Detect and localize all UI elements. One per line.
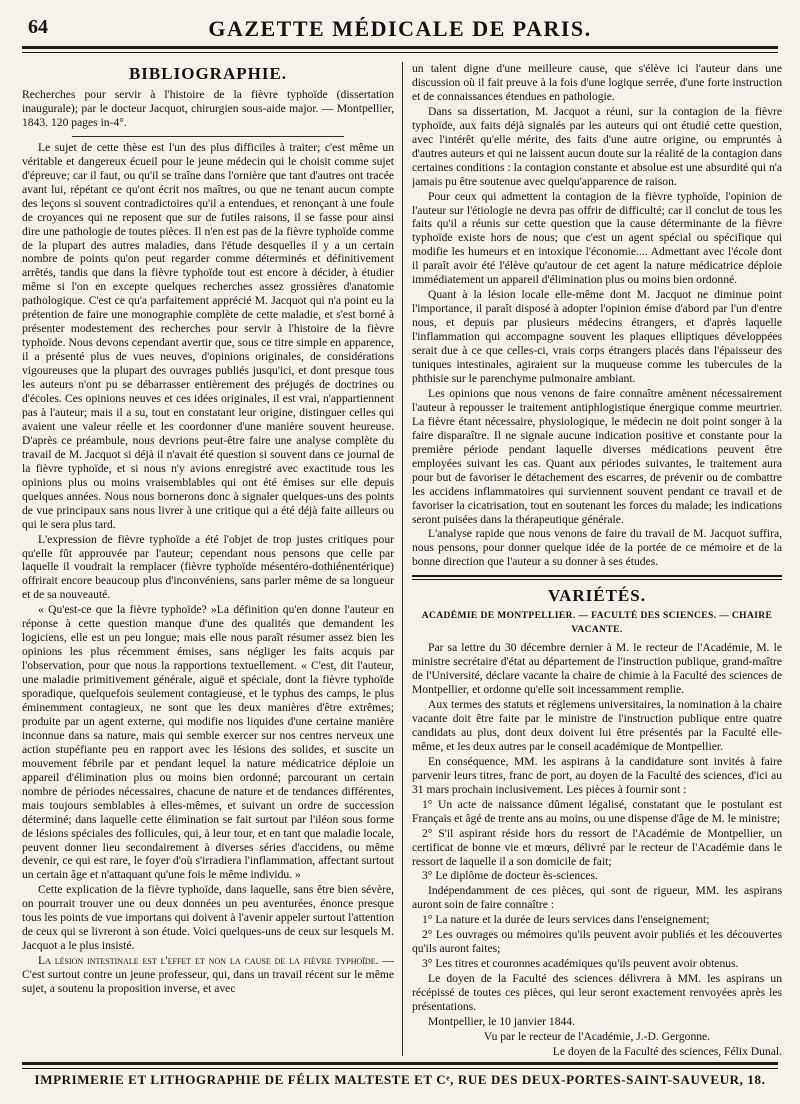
page-header	[22, 14, 778, 44]
section-heading-varietes: VARIÉTÉS.	[548, 586, 646, 606]
paragraph: Par sa lettre du 30 décembre dernier à M. le recteur de l'Académie, M. le ministre secrétaire d'état au département de l'instruction publique, grand-maître de l'Université, déclare vacante la chaire de chimie à la Faculté des sciences de Montpellier, et ordonne qu'elle soit incessamment remplie.	[412, 641, 782, 697]
paragraph: L'analyse rapide que nous venons de faire du travail de M. Jacquot suffira, nous pensons, pour donner quelque idée de la portée de ce mémoire et de la bonne direction que l'auteur a su donner à ses études.	[412, 527, 782, 569]
signature-doyen: Le doyen de la Faculté des sciences, Félix Dunal.	[552, 1044, 782, 1058]
paragraph: Aux termes des statuts et réglemens universitaires, la nomination à la chaire vacante doit être faite par le ministre de l'instruction publique entre quatre candidats au plus, dont deux doivent lui être présentés par la Faculté elle-même, et les deux autres par le conseil académique de Montpellier.	[412, 698, 782, 753]
book-reference: Recherches pour servir à l'histoire de la fièvre typhoïde (dissertation inaugurale); par le docteur Jacquot, chirurgien sous-aide major. — Montpellier, 1843. 120 pages in-4°.	[22, 88, 394, 129]
section-rule-thin	[412, 579, 782, 580]
list-item: 1° Un acte de naissance dûment légalisé, constatant que le postulant est Français et âgé de trente ans au moins, ou une dispense d'âge de M. le ministre;	[412, 797, 782, 825]
separator	[72, 136, 344, 137]
paragraph-lead: La lésion intestinale est l'effet et non la cause de la fièvre typhoïde.	[38, 954, 379, 968]
list-item: 2° S'il aspirant réside hors du ressort de l'Académie de Montpellier, un certificat de bonne vie et mœurs, délivré par le recteur de l'Académie dans le ressort de laquelle il a son domicile de fait;	[412, 826, 782, 868]
left-column	[22, 62, 394, 1058]
signature-recteur: Vu par le recteur de l'Académie, J.-D. Gergonne.	[483, 1029, 711, 1043]
article-subheading: ACADÉMIE DE MONTPELLIER. — FACULTÉ DES SCIENCES. — CHAIRE VACANTE.	[421, 611, 773, 636]
paragraph: Quant à la lésion locale elle-même dont M. Jacquot ne diminue point l'importance, il paraît disposé à adopter l'opinion émise d'abord par l'un d'entre nous, et depuis par plusieurs médecins étrangers, et d'après laquelle l'inflammation qui accompagne souvent les plaques elliptiques développées serait due à ce que celles-ci, vrais corps étrangers placés dans l'épaisseur des tuniques intestinales, agiraient sur la muqueuse comme les tubercules de la phthisie sur le parenchyme pulmonaire ambiant.	[412, 288, 782, 385]
header-rule-thin	[22, 52, 778, 53]
list-item: 3° Le diplôme de docteur ès-sciences.	[422, 869, 598, 883]
header-rule	[22, 46, 778, 49]
printer-imprint: IMPRIMERIE ET LITHOGRAPHIE DE FÉLIX MALTESTE ET Cᵉ, RUE DES DEUX-PORTES-SAINT-SAUVEUR, 18.	[34, 1072, 766, 1087]
right-column	[412, 62, 782, 1058]
list-item: 3° Les titres et couronnes académiques qu'ils peuvent avoir obtenus.	[422, 957, 739, 971]
paragraph: L'expression de fièvre typhoïde a été l'objet de trop justes critiques pour qu'elle fût approuvée par l'auteur; cependant nous pensons que celle par laquelle il voudrait la remplacer (fièvre typhoïde mésentéro-dothiénentérique) offrirait encore beaucoup plus d'inconvéniens, sans parler même de sa longueur et de sa nouveauté.	[22, 532, 394, 602]
column-divider	[402, 62, 403, 1056]
paragraph: Indépendamment de ces pièces, qui sont de rigueur, MM. les aspirans auront soin de faire connaître :	[412, 884, 782, 912]
paragraph: Les opinions que nous venons de faire connaître amènent nécessairement l'auteur à repousser le traitement antiphlogistique énergique comme meurtrier. La fièvre étant nécessaire, physiologique, le médecin ne doit point songer à la faire disparaître. Il ne signale aucune indication positive et constante pour la première période pendant laquelle diverses médications peuvent être employées suivant les cas. Quant aux périodes suivantes, le traitement aura pour but de favoriser le détachement des escarres, de prévenir ou de combattre les accidens inflammatoires qui surviennent souvent pendant ce travail et de favoriser la cicatrisation, tout en soutenant les forces du malade; les indications seront puisées dans la thérapeutique générale.	[412, 386, 782, 526]
section-heading-bibliographie: BIBLIOGRAPHIE.	[128, 64, 288, 83]
page-number: 64	[28, 16, 48, 38]
paragraph: Le doyen de la Faculté des sciences délivrera à MM. les aspirans un récépissé de toutes ces pièces, qui leur seront exactement renvoyées après les présentations.	[412, 972, 782, 1014]
paragraph: « Qu'est-ce que la fièvre typhoïde? »La définition qu'en donne l'auteur en réponse à cette question manque d'une des qualités que demandent les logiciens, elle est un peu longue; mais elle nous paraît résumer assez bien les opinions les plus récemment émises, sans négliger les faits acquis par l'observation, pour que nous la rapportions textuellement. « C'est, dit l'auteur, une maladie primitivement générale, aiguë et spéciale, dont la fièvre typhoïde sporadique, quelquefois seulement contagieuse, et le typhus des camps, le plus éminemment contagieux, ne sont que les deux manières d'être extrêmes; produite par un agent externe, qui modifie nos liquides d'une certaine manière inconnue dans sa nature, mais qui semble exercer sur nos centres nerveux une action stupéfiante peu en rapport avec les lésions des solides, et suscite un mouvement fébrile par et pendant lequel la nature médicatrice déploie un appareil d'élimination plus ou moins bien ordonné; parcourant un certain nombre de périodes nécessaires, chacune de nature et de tendances différentes, mais toujours semblables à elles-mêmes, et suivant un ordre de succession déterminé; dans laquelle cette élimination se fait surtout par l'iléon sous forme de lésions spéciales des follicules, qui, à leur tour, et en tant que maladie locale, peuvent donner lieu secondairement à diverses séries d'accidens, ou même devenir, ce qui est rare, le foyer d'où s'irradiera l'inflammation, affectant surtout un certain âge et n'attaquant qu'une fois le même individu. »	[22, 603, 394, 882]
required-documents-list	[412, 798, 782, 884]
optional-documents-list	[412, 913, 782, 971]
paragraph: En conséquence, MM. les aspirans à la candidature sont invités à faire parvenir leurs titres, franc de port, au doyen de la Faculté des sciences, d'ici au 31 mars prochain inclusivement. Les pièces à fournir sont :	[412, 754, 782, 796]
journal-title: GAZETTE MÉDICALE DE PARIS.	[208, 16, 592, 41]
list-item: 1° La nature et la durée de leurs services dans l'enseignement;	[422, 913, 710, 927]
paragraph: Cette explication de la fièvre typhoïde, dans laquelle, sans être bien sévère, on pourrait trouver une ou deux données un peu aventurées, énonce presque tous les points de vue importans qui doivent à l'avenir appeler surtout l'attention de ceux qui se livreront à son étude. Voici quelques-uns de ceux sur lesquels M. Jacquot a le plus insisté.	[22, 883, 394, 953]
paragraph: Pour ceux qui admettent la contagion de la fièvre typhoïde, l'opinion de l'auteur sur l'étiologie ne devra pas offrir de difficulté; car il conclut de tous les faits qu'il a réunis sur cette question que la cause déterminante de la fièvre typhoïde existe hors de nous; que c'est un agent spécial ou spécifique qui modifie les humeurs et en intoxique l'économie.... Admettant avec l'école dont il paraît avoir été l'élève qu'autour de cet agent la nature médicatrice déploie immédiatement un appareil d'élimination plus ou moins bien ordonné.	[412, 189, 782, 287]
paragraph	[22, 954, 394, 996]
footer-rule	[22, 1062, 778, 1065]
paragraph: Le sujet de cette thèse est l'un des plus difficiles à traiter; c'est même un véritable et dangereux écueil pour le jeune médecin qui le choisit comme sujet d'épreuve; car il faut, ou qu'il se traîne dans l'ornière que tant d'autres ont tracée avant lui, répétant ce qu'ont écrit nos maîtres, ou que ne tenant aucun compte des leçons si souvent contradictoires qu'il a entendues, et renonçant à une foule de croyances qui ne reposent que sur de futiles raisons, il se fasse pour ainsi dire une pathologie de toutes pièces. Il n'en est pas de la fièvre typhoïde comme de la plupart des autres maladies, dans l'étude desquelles il y a un certain nombre de points qu'on peut regarder comme déterminés et définitivement arrêtés, tandis que dans la fièvre typhoïde tout est encore à décider, à étudier même si l'on en excepte quelques recherches assez grossières d'anatomie pathologique. C'est ce qu'a parfaitement apprécié M. Jacquot qui n'a point eu la prétention de faire une monographie complète de cette maladie, et s'est borné à présenter modestement des recherches pour servir à l'histoire de la fièvre typhoïde. Nous devons cependant avertir que, sous ce titre simple en apparence, il a présenté plus de vues neuves, d'opinions originales, de considérations vigoureuses que la plupart des ouvrages publiés jusqu'ici, et dont presque tous les auteurs n'ont pu se débarrasser entièrement des préjugés de doctrines ou d'écoles. Ces opinions neuves et ces idées originales, il est vrai, n'appartiennent pas à l'auteur; mais il a su, tout en constatant leur origine, distinguer celles qui avaient une valeur réelle et les coordonner d'une manière souvent heureuse. D'après ce préambule, nous devrions peut-être faire une analyse complète du travail de M. Jacquot si déjà il n'avait été question si souvent dans ce journal de la fièvre typhoïde, et si nous n'y avions enregistré avec exactitude tous les opinions plus ou moins vraisemblables qui ont été émises sur elle depuis quelques années. Nous nous bornerons donc à signaler quelques-uns des points de vue principaux sans nous livrer à une critique qui a été déjà faite ailleurs ou qui le sera plus tard.	[22, 140, 394, 531]
footer-rule-thin	[22, 1068, 778, 1069]
paragraph-rest: — C'est surtout contre un jeune professeur, qui, dans un travail récent sur le même sujet, a soutenu la proposition inverse, et avec	[22, 954, 394, 996]
section-rule	[412, 575, 782, 577]
paragraph: un talent digne d'une meilleure cause, que s'élève ici l'auteur dans une discussion où il fait preuve à la fois d'une logique serrée, d'une forte instruction et de connaissances étendues en pathologie.	[412, 62, 782, 103]
paragraph: Dans sa dissertation, M. Jacquot a réuni, sur la contagion de la fièvre typhoïde, aux faits déjà signalés par les auteurs qui ont étudié cette question, avec l'intérêt qu'elle mérite, des faits d'une autre origine, ou empruntés à d'autres auteurs et qui ne laissent aucun doute sur la réalité de la contagion dans certaines conditions : la contagion constante et absolue est une absurdité qui n'a jamais pu être soutenue avec quelqu'apparence de raison.	[412, 104, 782, 188]
list-item: 2° Les ouvrages ou mémoires qu'ils peuvent avoir publiés et les découvertes qu'ils auront faites;	[412, 928, 782, 956]
dateline: Montpellier, le 10 janvier 1844.	[428, 1015, 575, 1028]
